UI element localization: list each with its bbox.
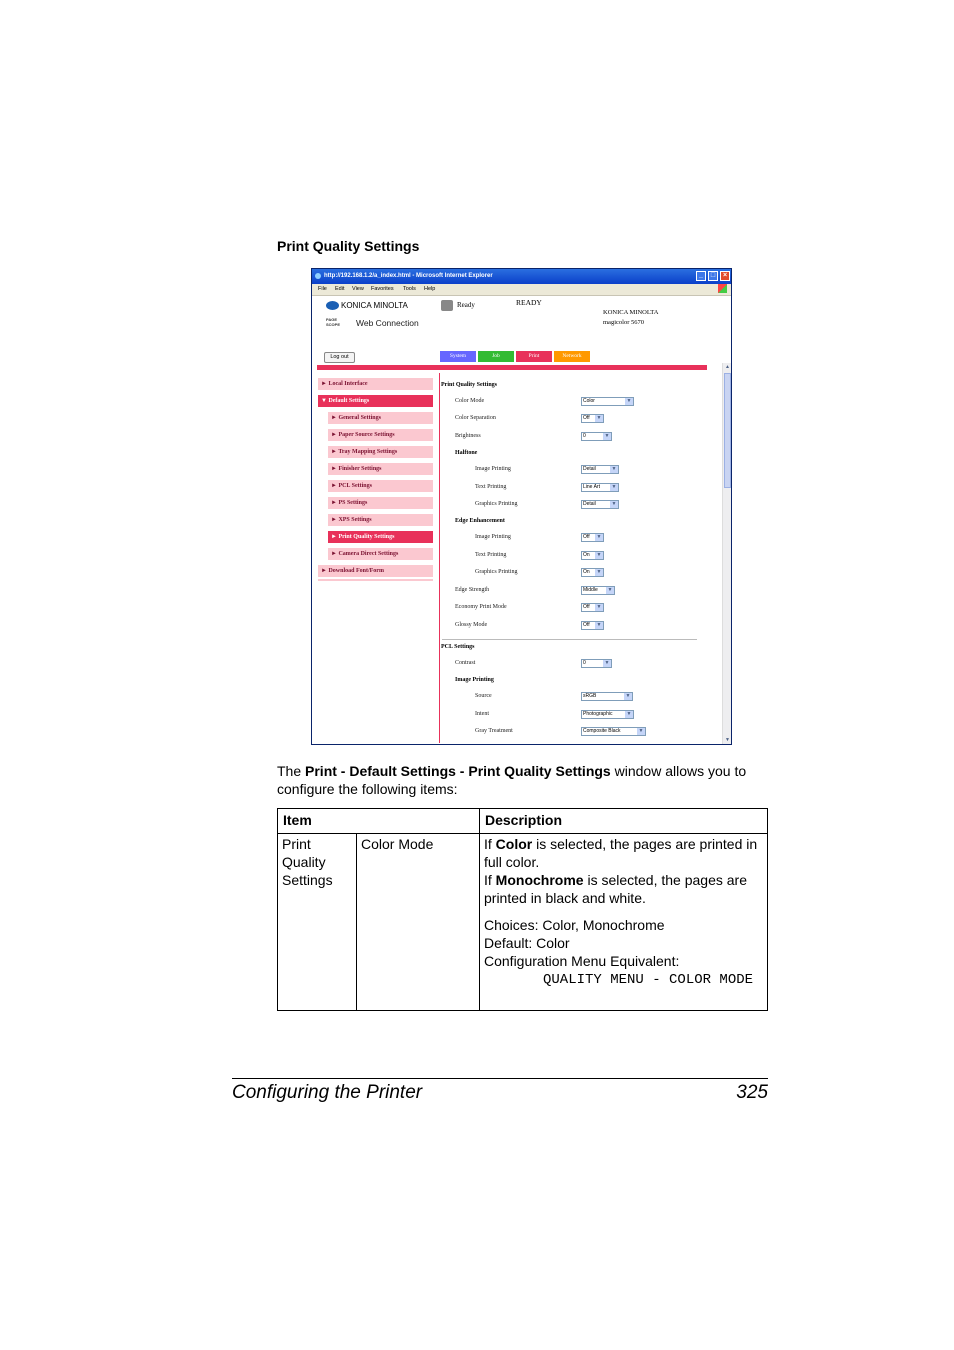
edge-strength-label: Edge Strength [455,587,490,593]
color-separation-select[interactable]: Off ▼ [581,414,604,423]
color-mode-label: Color Mode [455,398,485,404]
image-printing-heading: Image Printing [455,677,494,683]
chevron-down-icon: ▼ [604,433,610,439]
settings-table [277,808,768,1011]
glossy-mode-label: Glossy Mode [455,622,488,628]
brightness-label: Brightness [455,433,481,439]
desc-color: If Color is selected, the pages are printed in full color. [484,836,758,870]
intro-paragraph: The Print - Default Settings - Print Quality Settings window allows you to configure the following items: [277,763,747,797]
gray-treatment-label: Gray Treatment [475,728,513,734]
chevron-down-icon: ▼ [596,534,602,540]
nav-pcl-settings[interactable]: ► PCL Settings [328,480,433,492]
section-heading: Print Quality Settings [277,238,420,254]
page-number: 325 [736,1082,768,1103]
menu-favorites[interactable]: Favorites [371,286,394,292]
table-header-item: Item [283,812,312,828]
economy-print-mode-select[interactable]: Off ▼ [581,603,604,612]
nav-download-font-form[interactable]: ► Download Font/Form [318,565,433,577]
chevron-down-icon: ▼ [611,484,617,490]
browser-menubar [312,284,731,296]
tab-network[interactable]: Network [554,351,590,362]
nav-general-settings[interactable]: ► General Settings [328,412,433,424]
brand-name: KONICA MINOLTA [341,301,408,310]
chevron-down-icon: ▼ [596,604,602,610]
footer-title: Configuring the Printer [232,1082,423,1103]
gray-treatment-select[interactable]: Composite Black ▼ [581,727,646,736]
chevron-down-icon: ▼ [596,552,602,558]
browser-titlebar [312,269,731,284]
ee-text-printing-select[interactable]: On ▼ [581,551,604,560]
nav-bottom-rule [318,579,433,581]
brightness-select[interactable]: 0 ▼ [581,432,612,441]
color-mode-select[interactable]: Color ▼ [581,397,634,406]
nav-xps-settings[interactable]: ► XPS Settings [328,514,433,526]
menu-help[interactable]: Help [424,286,436,292]
chevron-down-icon: ▼ [625,693,631,699]
ht-graphics-printing-select[interactable]: Detail ▼ [581,500,619,509]
tab-print[interactable]: Print [516,351,552,362]
minimize-icon[interactable]: _ [696,271,706,281]
desc-monochrome: If Monochrome is selected, the pages are printed in black and white. [484,872,747,906]
header-divider [317,365,707,370]
edge-strength-select[interactable]: Middle ▼ [581,586,615,595]
ht-text-printing-select[interactable]: Line Art ▼ [581,483,619,492]
table-header-rule [278,833,767,834]
ee-graphics-printing-select[interactable]: On ▼ [581,568,604,577]
section-separator [442,639,697,640]
table-column-rule [479,809,480,1010]
windows-logo-icon [718,284,727,293]
tab-job[interactable]: Job [478,351,514,362]
scroll-down-icon[interactable]: ▼ [725,737,730,743]
contrast-label: Contrast [455,660,476,666]
desc-config: Configuration Menu Equivalent: [484,953,680,969]
chevron-down-icon: ▼ [611,466,617,472]
economy-print-mode-label: Economy Print Mode [455,604,507,610]
pagescope-logo: PAGE SCOPE [326,317,341,327]
browser-screenshot [311,268,732,745]
manufacturer-name: KONICA MINOLTA [603,309,659,316]
browser-title: http://192.168.1.2/a_index.html - Microsoft Internet Explorer [324,273,493,279]
ht-image-printing-label: Image Printing [475,466,511,472]
nav-ps-settings[interactable]: ► PS Settings [328,497,433,509]
logout-button[interactable]: Log out [324,352,355,363]
halftone-heading: Halftone [455,450,478,456]
settings-heading: Print Quality Settings [441,382,498,388]
tab-system[interactable]: System [440,351,476,362]
nav-local-interface[interactable]: ► Local Interface [318,378,433,390]
nav-finisher-settings[interactable]: ► Finisher Settings [328,463,433,475]
printer-model: magicolor 5670 [603,319,644,326]
vertical-scrollbar[interactable] [722,363,732,744]
source-select[interactable]: sRGB ▼ [581,692,633,701]
ee-text-printing-label: Text Printing [475,552,507,558]
table-group-cell: Print Quality Settings [282,836,333,888]
chevron-down-icon: ▼ [611,501,617,507]
table-item-cell: Color Mode [361,836,434,852]
ee-image-printing-select[interactable]: Off ▼ [581,533,604,542]
menu-edit[interactable]: Edit [335,286,345,292]
contrast-select[interactable]: 0 ▼ [581,659,612,668]
edge-enhancement-heading: Edge Enhancement [455,518,505,524]
menu-file[interactable]: File [318,286,327,292]
chevron-down-icon: ▼ [596,415,602,421]
desc-choices: Choices: Color, Monochrome [484,917,665,933]
web-connection-title: Web Connection [356,318,419,328]
intent-label: Intent [475,711,489,717]
chevron-down-icon: ▼ [626,711,632,717]
scroll-thumb[interactable] [724,373,731,488]
table-header-description: Description [485,812,563,828]
chevron-down-icon: ▼ [596,569,602,575]
status-display: READY [516,298,542,307]
desc-default: Default: Color [484,935,570,951]
chevron-down-icon: ▼ [638,728,644,734]
desc-menu-path: QUALITY MENU - COLOR MODE [543,972,754,988]
glossy-mode-select[interactable]: Off ▼ [581,621,604,630]
close-icon[interactable]: × [720,271,730,281]
printer-icon [441,300,453,311]
pcl-settings-heading: PCL Settings [441,644,475,650]
nav-camera-direct-settings[interactable]: ► Camera Direct Settings [328,548,433,560]
nav-paper-source-settings[interactable]: ► Paper Source Settings [328,429,433,441]
ht-graphics-printing-label: Graphics Printing [475,501,518,507]
status-ready: Ready [457,301,475,309]
ee-graphics-printing-label: Graphics Printing [475,569,518,575]
color-separation-label: Color Separation [455,415,496,421]
menu-view[interactable]: View [352,286,364,292]
intent-select[interactable]: Photographic ▼ [581,710,634,719]
maximize-icon[interactable]: □ [708,271,718,281]
chevron-down-icon: ▼ [607,587,613,593]
nav-tray-mapping-settings[interactable]: ► Tray Mapping Settings [328,446,433,458]
chevron-down-icon: ▼ [596,622,602,628]
table-description-cell [484,835,766,990]
ee-image-printing-label: Image Printing [475,534,511,540]
footer-rule [232,1078,768,1079]
scroll-up-icon[interactable]: ▲ [725,364,730,370]
chevron-down-icon: ▼ [604,660,610,666]
nav-print-quality-settings[interactable]: ► Print Quality Settings [328,531,433,543]
konica-minolta-logo-icon [326,301,339,310]
nav-default-settings[interactable]: ▼ Default Settings [318,395,433,407]
nav-divider [439,373,440,743]
ht-text-printing-label: Text Printing [475,484,507,490]
ht-image-printing-select[interactable]: Detail ▼ [581,465,619,474]
ie-icon [315,273,321,279]
chevron-down-icon: ▼ [626,398,632,404]
menu-tools[interactable]: Tools [403,286,416,292]
source-label: Source [475,693,492,699]
table-subcolumn-rule [356,833,357,1010]
